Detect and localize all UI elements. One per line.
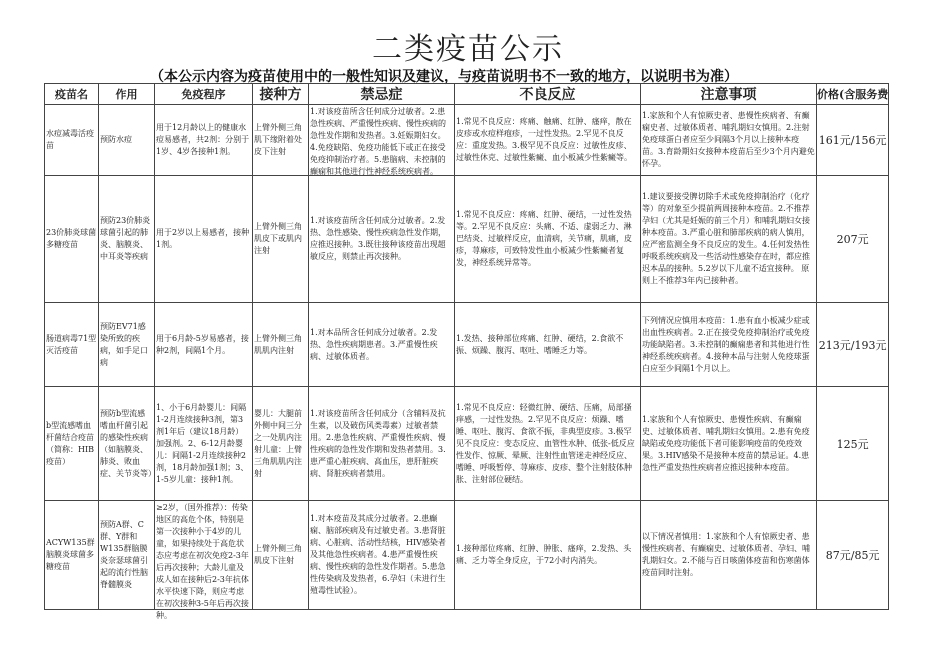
vaccine-route: 上臂外侧三角肌皮下或肌内注射 (254, 222, 302, 255)
vaccine-route: 婴儿：大腿前外侧中间三分之一处肌内注射儿童：上臂三角肌肌内注射 (254, 408, 302, 478)
vaccine-schedule: ≥2岁，（国外推荐）：传染地区的高危个体，特别是第一次接种小于4岁的儿童，如果持续处于高危状态应考虑在初次免疫2-3年后再次接种；大龄儿童及成人如在接种后2-3年抗体水平快速下降，则应考虑在初次接种3-5年后再次接种。 (156, 503, 249, 620)
vaccine-name: 水痘减毒活疫苗 (46, 129, 94, 150)
table-header-row (45, 84, 889, 105)
vaccine-contraindications: 1.对该疫苗所含任何成分过敏者。2.发热、急性感染、慢性疾病急性发作期，应推迟接种。3.既往接种该疫苗出现超敏反应，则禁止再次接种。 (310, 216, 446, 261)
vaccine-schedule: 1、小于6月龄婴儿：间隔1-2月连续接种3剂，第3剂1年后（建议18月龄）加强剂。2、6-12月龄婴儿：间隔1-2月连续接种2剂，18月龄加强1剂；3、1-5岁儿童：接种1剂。 (156, 402, 249, 484)
vaccine-price: 87元/85元 (817, 501, 889, 610)
vaccine-contraindications: 1.对该疫苗所含任何成分过敏者。2.患急性疾病、严重慢性疾病、慢性疾病的急性发作期和发热者。3.妊娠期妇女。4.免疫缺陷、免疫功能低下或正在接受免疫抑制治疗者。5.患脑病、未控制的癫痫和其他进行性神经系统疾病者。 (310, 107, 446, 176)
vaccine-route: 上臂外侧三角肌下缘附着处皮下注射 (254, 123, 302, 156)
vaccine-price: 161元/156元 (817, 105, 889, 176)
vaccine-price: 213元/193元 (817, 303, 889, 387)
vaccine-schedule: 用于6月龄-5岁易感者，接种2剂，间隔1个月。 (156, 333, 249, 355)
vaccine-purpose: 预防b型流感嗜血杆菌引起的感染性疾病（如脑膜炎、肺炎、败血症、关节炎等） (100, 408, 156, 478)
table-row (45, 176, 889, 303)
table-row (45, 387, 889, 501)
vaccine-price: 207元 (817, 176, 889, 303)
col-header-route: 接种方 (253, 84, 309, 105)
page-title: 二类疫苗公示 (372, 32, 564, 67)
page-subtitle: （本公示内容为疫苗使用中的一般性知识及建议，与疫苗说明书不一致的地方，以说明书为准） (150, 69, 738, 85)
vaccine-notes: 以下情况者慎用：1.家族和个人有惊厥史者、患慢性疾病者、有癫痫史、过敏体质者、孕妇、哺乳期妇女。2.不能与百日咳菌体疫苗和伤寒菌体疫苗同时注射。 (642, 532, 810, 577)
vaccine-price: 125元 (817, 387, 889, 501)
col-header-purpose: 作用 (99, 84, 155, 105)
vaccine-purpose: 预防A群、C群、Y群和W135群脑膜炎奈瑟球菌引起的流行性脑脊髓膜炎 (100, 520, 148, 589)
vaccine-adverse: 1.常见不良反应：轻微红肿、硬结、压痛，局部搔痒感，一过性发热。2.罕见不良反应：烦躁、嗜睡、呕吐、腹泻、食欲不振，非典型皮疹。3.极罕见不良反应：变态反应、血管性水肿、低张-低反应性发作、惊厥、晕厥、注射性血管迷走神经反应、嗜睡、呼吸暂停、荨麻疹、皮疹、整个注射肢体肿胀、注射部位硬结。 (456, 402, 635, 484)
vaccine-name: b型流感嗜血杆菌结合疫苗（简称：HIB疫苗） (46, 420, 95, 466)
vaccine-contraindications: 1.对本疫苗及其成分过敏者。2.患癫痫、脑部疾病及有过敏史者。3.患肾脏病、心脏病、活动性结核，HIV感染者及其他急性疾病者。4.患严重慢性疾病、慢性疾病的急性发作期者。5.患急性传染病及发热者，6.孕妇（未进行生殖毒性试验）。 (310, 514, 446, 595)
table-row (45, 303, 889, 387)
table-row (45, 501, 889, 610)
vaccine-notes: 1.建议要接受脾切除手术或免疫抑制治疗（化疗等）的对象至少提前两周接种本疫苗。2.不推荐孕妇（尤其是妊娠的前三个月）和哺乳期妇女接种本疫苗。3.严重心脏和肺部疾病的病人慎用，应严密监测全身不良反应的发生。4.任何发热性呼吸系统疾病及一些活动性感染存在时，都应推迟本品的接种。5.2岁以下儿童不适宜接种。 原则上不推荐3年内已接种者。 (642, 192, 810, 285)
vaccine-adverse: 1.接种部位疼痛、红肿、肿胀、瘙痒，2.发热、头痛、乏力等全身反应，于72小时内消失。 (456, 544, 632, 565)
col-header-schedule: 免疫程序 (155, 84, 253, 105)
vaccine-purpose: 预防水痘 (100, 135, 132, 144)
vaccine-contraindications: 1.对本品所含任何成分过敏者。2.发热、急性疾病期患者。3.严重慢性疾病、过敏体质者。 (310, 327, 438, 361)
vaccine-purpose: 预防EV71感染所致的疾病，如手足口病 (100, 321, 148, 367)
vaccine-schedule: 用于12月龄以上的健康水痘易感者，共2剂：分别于1岁、4岁各接种1剂。 (156, 123, 250, 156)
vaccine-notes: 1.家族和个人有惊厥史、患慢性疾病、有癫痫史、过敏体质者、哺乳期妇女慎用。2.患有免疫缺陷或免疫功能低下者可能影响疫苗的免疫效果。3.HIV感染不是接种本疫苗的禁忌证。4.患急性严重发热性疾病者应推迟接种本疫苗。 (642, 414, 810, 472)
vaccine-notes: 1.家族和个人有惊厥史者、患慢性疾病者、有癫痫史者、过敏体质者、哺乳期妇女慎用。2.注射免疫球蛋白者应至少间隔3个月以上接种本疫苗。3.育龄期妇女接种本疫苗后至少3个月内避免怀孕。 (642, 111, 815, 168)
vaccine-name: 23价肺炎球菌多糖疫苗 (46, 228, 97, 249)
col-header-contraindications: 禁忌症 (309, 84, 455, 105)
vaccine-adverse: 1.常见不良反应：疼痛、红肿、硬结，一过性发热等。2.罕见不良反应：头痛、不适、虚弱乏力、淋巴结炎、过敏样反应，血清病，关节痛，肌痛，皮疹，荨麻疹，可致特发性血小板减少性紫癜者复发，神经系统异常等。 (456, 210, 632, 267)
vaccine-name: 肠道病毒71型灭活疫苗 (46, 333, 97, 355)
vaccine-notes: 下列情况应慎用本疫苗：1.患有血小板减少症或出血性疾病者。2.正在接受免疫抑制治疗或免疫功能缺陷者。3.未控制的癫痫患者和其他进行性神经系统疾病者。4.接种本品与注射人免疫球蛋白应至少间隔1个月以上。 (642, 315, 810, 373)
vaccine-adverse: 1.常见不良反应：疼痛、触痛、红肿、瘙痒，散在皮疹或水痘样疱疹，一过性发热。2.罕见不良反应：重度发热。3.极罕见不良反应：过敏性皮疹、过敏性休克、过敏性紫癜、血小板减少性紫癜等。 (456, 117, 632, 162)
vaccine-table (44, 83, 889, 620)
vaccine-contraindications: 1.对该疫苗所含任何成分（含辅料及抗生素，以及破伤风类毒素）过敏者禁用。2.患急性疾病、严重慢性疾病、慢性疾病的急性发作期和发热者禁用。3.患严重心脏疾病、高血压，患肝脏疾病、肾脏疾病者禁用。 (310, 408, 446, 478)
table-row (45, 105, 889, 176)
vaccine-route: 上臂外侧三角肌皮下注射 (254, 544, 302, 565)
col-header-name: 疫苗名 (45, 84, 99, 105)
vaccine-adverse: 1.发热、接种部位疼痛、红肿、硬结，2.食欲不振、烦躁、腹泻、呕吐、嗜睡乏力等。 (456, 333, 624, 355)
vaccine-route: 上臂外侧三角肌肌内注射 (254, 333, 302, 355)
vaccine-schedule: 用于2岁以上易感者，接种1剂。 (156, 228, 250, 249)
vaccine-name: ACYW135群脑膜炎球菌多糖疫苗 (46, 538, 95, 571)
col-header-adverse: 不良反应 (455, 84, 641, 105)
col-header-price: 价格(含服务费 (817, 84, 889, 105)
vaccine-purpose: 预防23价肺炎球菌引起的肺炎、脑膜炎、中耳炎等疾病 (100, 216, 151, 261)
col-header-notes: 注意事项 (641, 84, 817, 105)
